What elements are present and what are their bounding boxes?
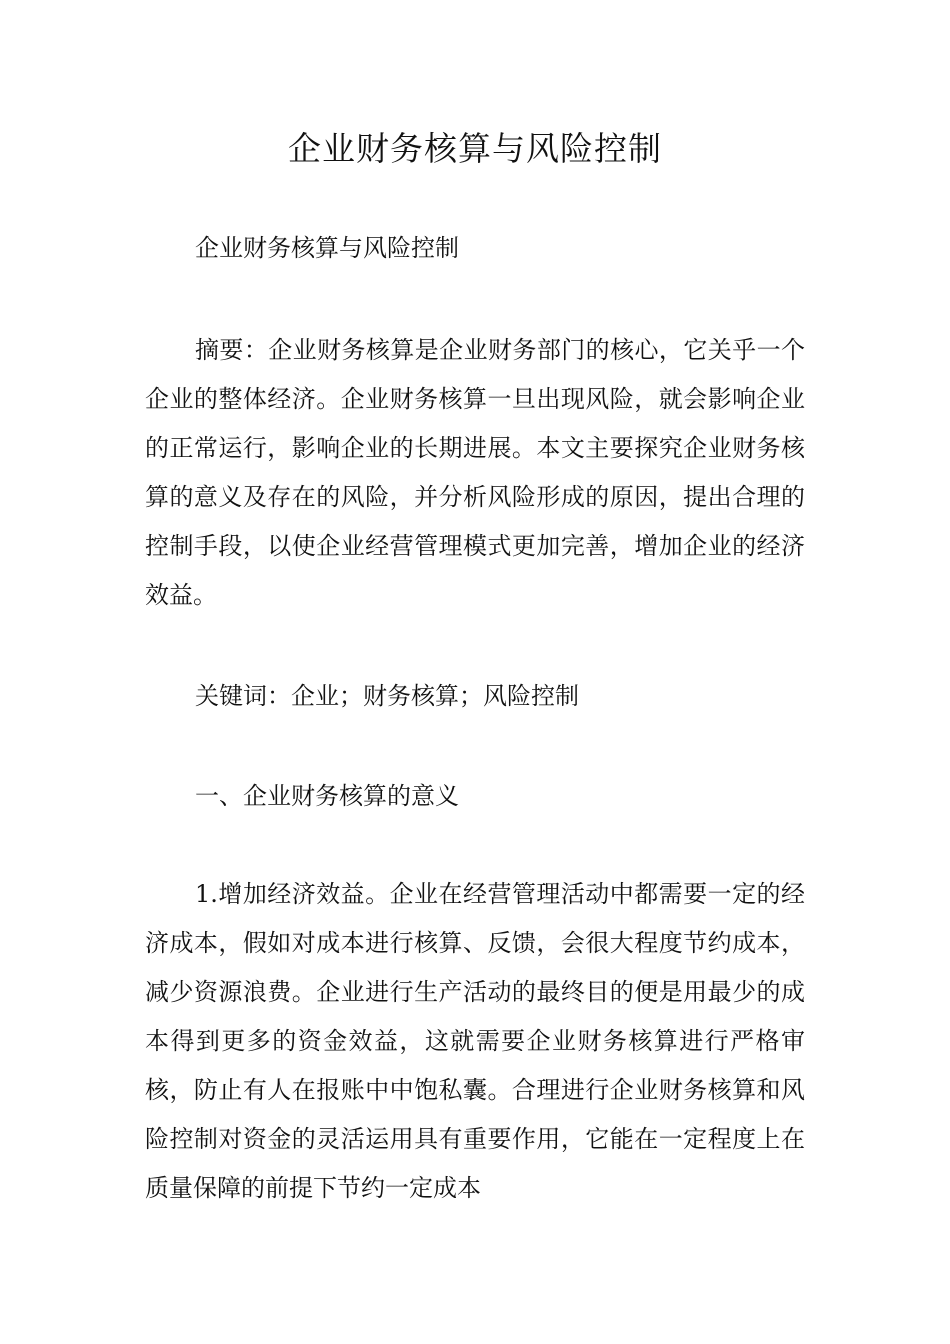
abstract-paragraph: 摘要：企业财务核算是企业财务部门的核心，它关乎一个企业的整体经济。企业财务核算一旦出现风险，就会影响企业的正常运行，影响企业的长期进展。本文主要探究企业财务核算的意义及存在的风险，并分析风险形成的原因，提出合理的控制手段，以使企业经营管理模式更加完善，增加企业的经济效益。 [145,336,805,609]
document-title: 企业财务核算与风险控制 [288,129,662,168]
keywords-paragraph: 关键词：企业；财务核算；风险控制 [195,682,579,710]
body-paragraph: 1.增加经济效益。企业在经营管理活动中都需要一定的经济成本，假如对成本进行核算、反馈，会很大程度节约成本，减少资源浪费。企业进行生产活动的最终目的便是用最少的成本得到更多的资金效益，这就需要企业财务核算进行严格审核，防止有人在报账中中饱私囊。合理进行企业财务核算和风险控制对资金的灵活运用具有重要作用，它能在一定程度上在质量保障的前提下节约一定成本 [145,880,805,1202]
document-subtitle: 企业财务核算与风险控制 [195,234,459,262]
section-heading: 一、企业财务核算的意义 [195,782,459,810]
